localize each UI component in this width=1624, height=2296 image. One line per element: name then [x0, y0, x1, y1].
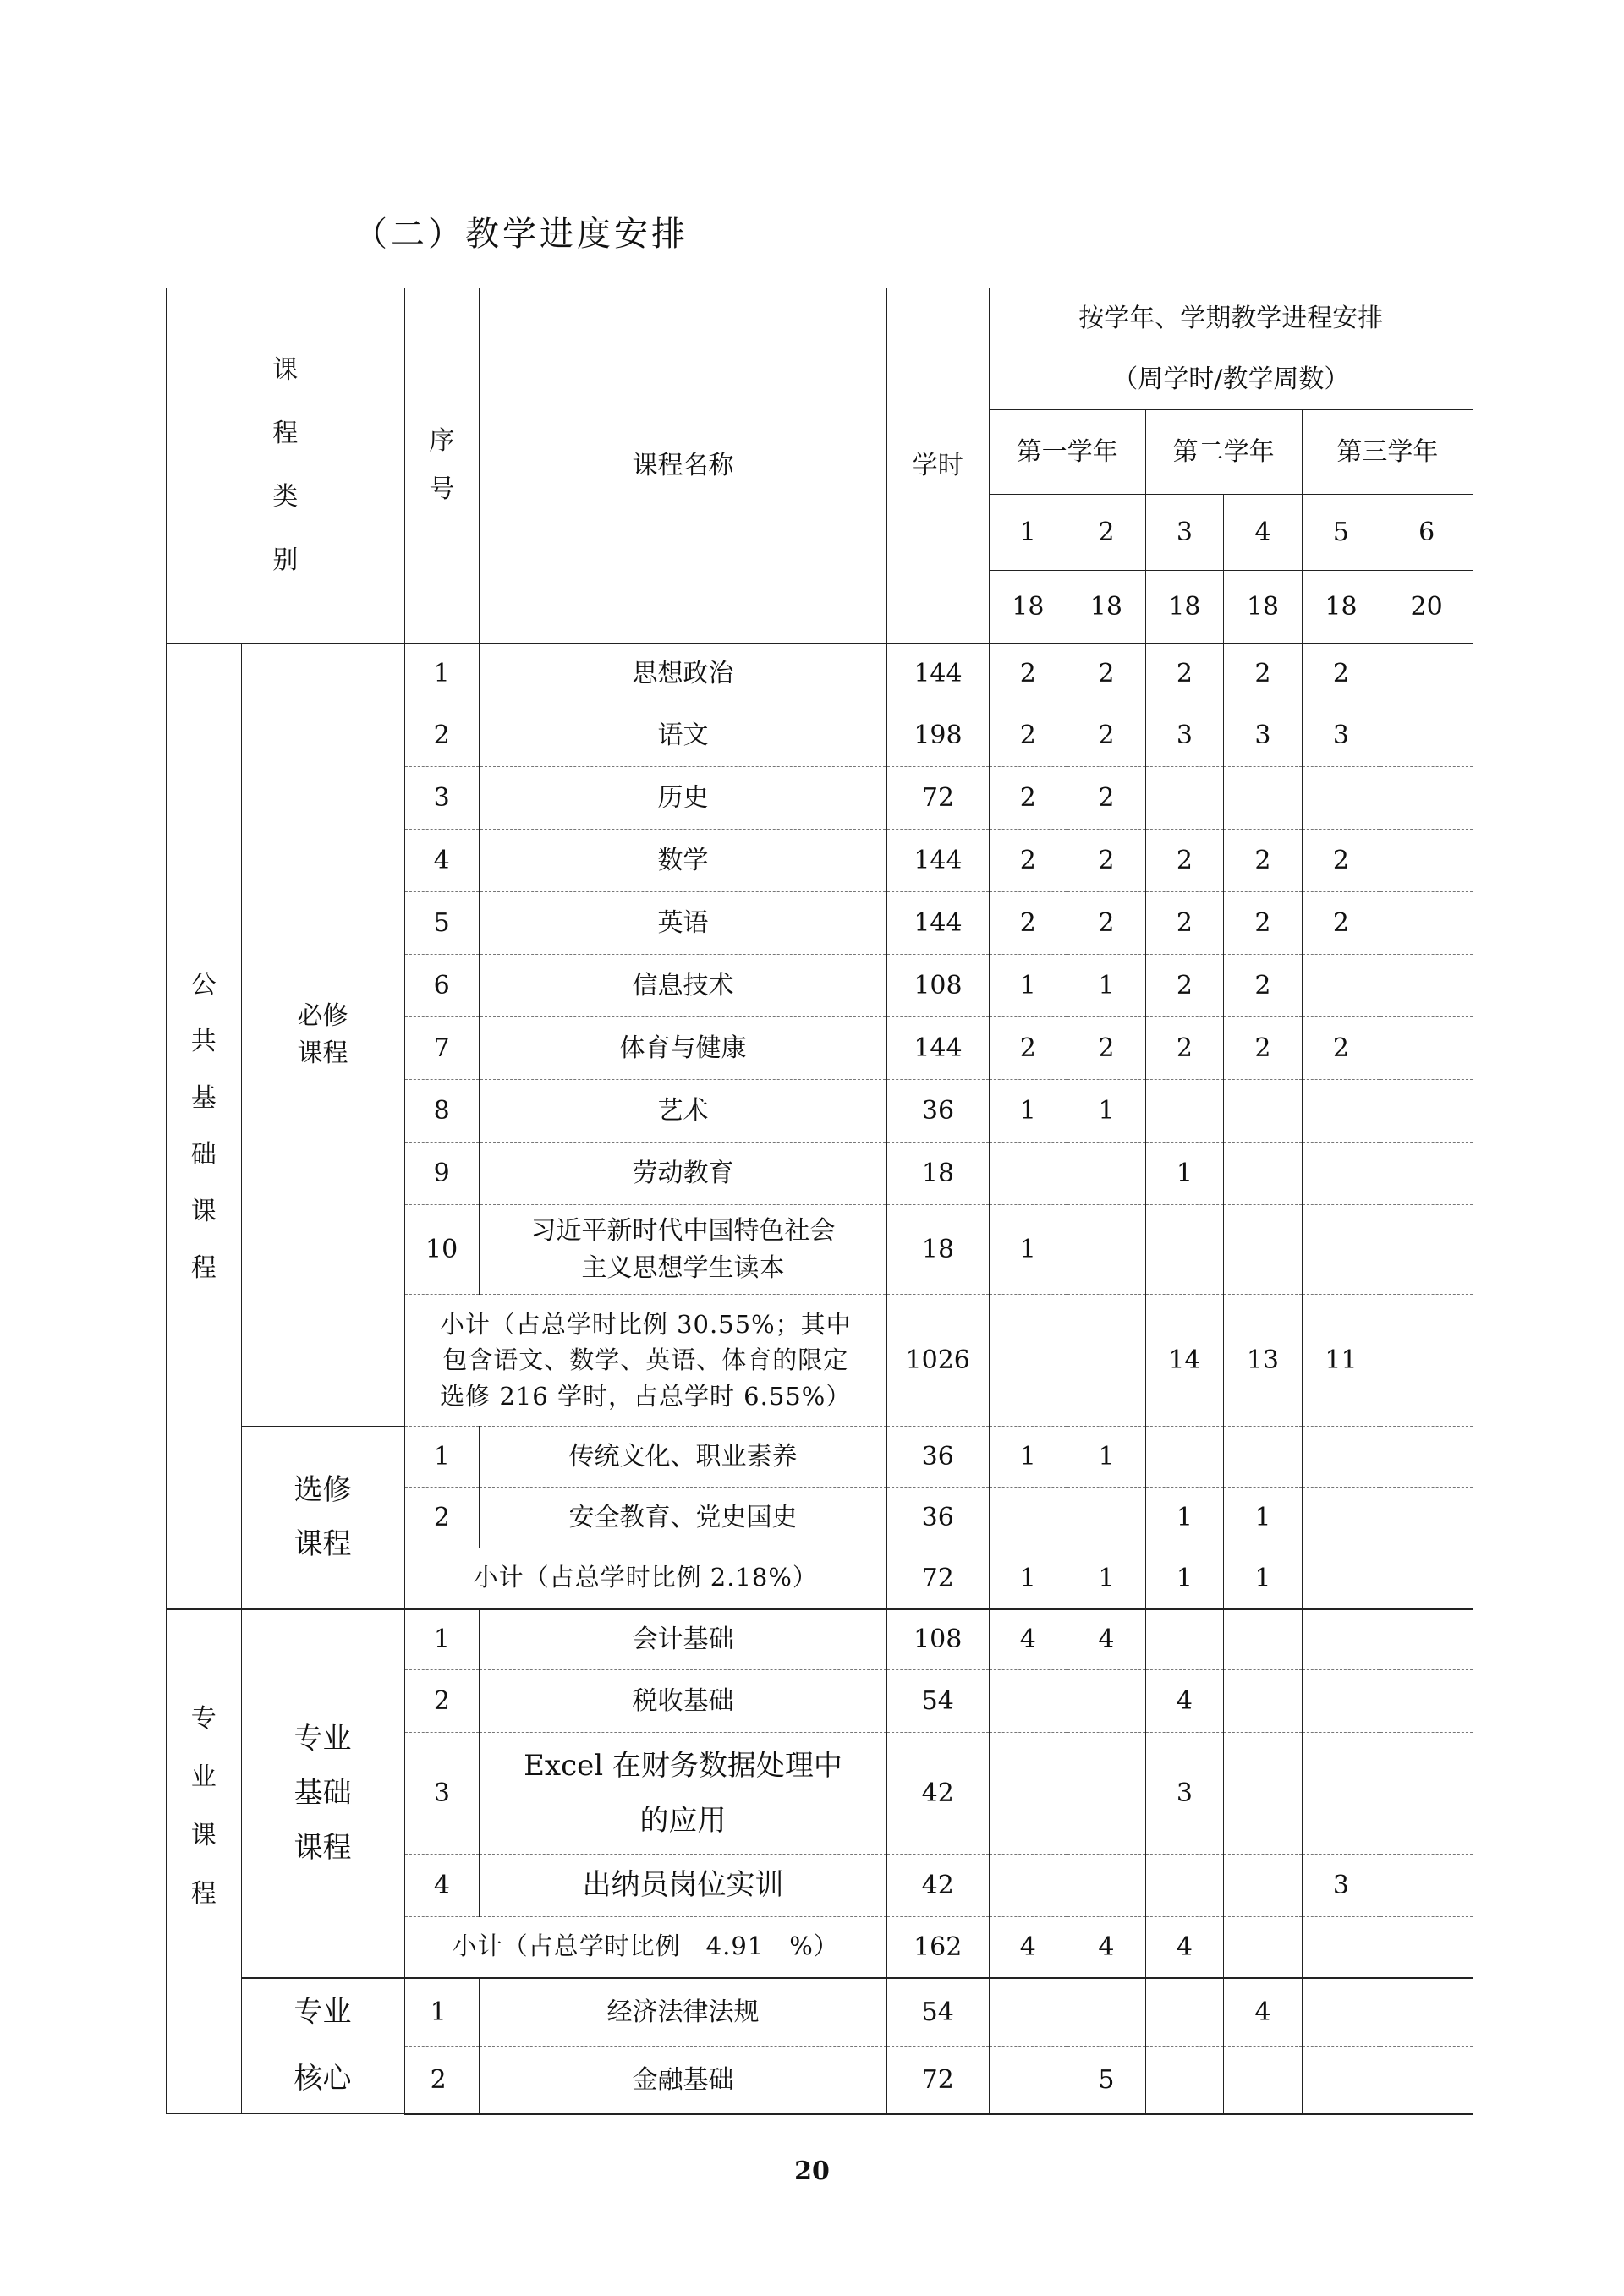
course-no: 3 [404, 1733, 480, 1855]
course-semester-3: 1 [1145, 1143, 1224, 1205]
header-weeks-4: 18 [1224, 571, 1303, 644]
subcategory-required [241, 644, 404, 1427]
subtotal-foundation-semester-2: 4 [1067, 1917, 1146, 1978]
course-semester-6 [1380, 1143, 1473, 1205]
category-public-char: 础 [190, 1139, 217, 1170]
category-professional-char: 专 [190, 1704, 217, 1734]
course-semester-2: 1 [1067, 1427, 1146, 1488]
course-semester-6 [1380, 1205, 1473, 1295]
subcategory-foundation-line: 专业 [294, 1721, 352, 1756]
course-no: 8 [404, 1080, 480, 1143]
course-semester-4 [1224, 1670, 1303, 1733]
header-weeks-6: 20 [1380, 571, 1473, 644]
header-schedule-title: 按学年、学期教学进程安排 [989, 288, 1473, 349]
course-hours: 36 [886, 1427, 989, 1488]
course-semester-6 [1380, 1733, 1473, 1855]
course-name-line: 主义思想学生读本 [581, 1252, 785, 1283]
course-semester-4 [1224, 1609, 1303, 1670]
course-hours: 54 [886, 1670, 989, 1733]
course-semester-1: 4 [989, 1609, 1067, 1670]
course-semester-5 [1302, 767, 1380, 830]
course-semester-4 [1224, 2046, 1303, 2114]
course-semester-2: 5 [1067, 2046, 1146, 2114]
course-semester-2 [1067, 1855, 1146, 1917]
subtotal-foundation-semester-1: 4 [989, 1917, 1067, 1978]
category-public-char: 基 [190, 1082, 217, 1113]
course-semester-2 [1067, 1143, 1146, 1205]
subtotal-required-line: 小计（占总学时比例 30.55%；其中 [439, 1310, 852, 1340]
course-semester-6 [1380, 1017, 1473, 1080]
subtotal-required-semester-1 [989, 1295, 1067, 1427]
category-professional-char: 程 [190, 1879, 217, 1910]
course-no: 4 [404, 1855, 480, 1917]
course-semester-4: 2 [1224, 892, 1303, 955]
course-no: 6 [404, 955, 480, 1017]
header-weeks-3: 18 [1145, 571, 1224, 644]
course-semester-5 [1302, 2046, 1380, 2114]
course-semester-1 [989, 2046, 1067, 2114]
subcategory-foundation-line: 课程 [294, 1830, 352, 1865]
header-category [167, 288, 405, 644]
course-name: 历史 [480, 767, 887, 830]
course-semester-3 [1145, 1080, 1224, 1143]
header-seq-char: 号 [429, 474, 455, 505]
subtotal-elective-semester-3: 1 [1145, 1548, 1224, 1609]
course-no: 1 [404, 1609, 480, 1670]
course-no: 4 [404, 830, 480, 892]
course-no: 1 [404, 1427, 480, 1488]
header-hours: 学时 [886, 288, 989, 644]
course-semester-4: 3 [1224, 704, 1303, 767]
course-semester-1: 2 [989, 830, 1067, 892]
subcategory-required-line: 必修 [297, 1001, 348, 1032]
subtotal-required-semester-6 [1380, 1295, 1473, 1427]
subtotal-required-line: 包含语文、数学、英语、体育的限定 [442, 1345, 849, 1375]
course-no: 2 [404, 1670, 480, 1733]
table-row [167, 1609, 1473, 1670]
category-public-char: 共 [190, 1026, 217, 1056]
course-hours: 72 [886, 767, 989, 830]
course-semester-6 [1380, 1855, 1473, 1917]
course-semester-2 [1067, 1205, 1146, 1295]
course-hours: 108 [886, 1609, 989, 1670]
table-row [167, 1978, 1473, 2047]
course-semester-1 [989, 1855, 1067, 1917]
schedule-table [166, 288, 1473, 2115]
subcategory-elective [241, 1427, 404, 1609]
course-name: 英语 [480, 892, 887, 955]
course-semester-2 [1067, 1978, 1146, 2047]
subtotal-required-hours: 1026 [886, 1295, 989, 1427]
course-no: 1 [404, 644, 480, 704]
subtotal-required-semester-4: 13 [1224, 1295, 1303, 1427]
course-semester-4 [1224, 1080, 1303, 1143]
course-hours: 144 [886, 644, 989, 704]
category-public [167, 644, 242, 1609]
course-hours: 144 [886, 830, 989, 892]
course-semester-2: 1 [1067, 955, 1146, 1017]
course-name: 会计基础 [480, 1609, 887, 1670]
course-semester-6 [1380, 955, 1473, 1017]
header-weeks-1: 18 [989, 571, 1067, 644]
course-semester-1: 2 [989, 644, 1067, 704]
course-semester-5 [1302, 1670, 1380, 1733]
header-course-name: 课程名称 [480, 288, 887, 644]
course-name: 出纳员岗位实训 [480, 1855, 887, 1917]
course-name: 金融基础 [480, 2046, 887, 2114]
subtotal-foundation-semester-6 [1380, 1917, 1473, 1978]
subcategory-required-line: 课程 [297, 1038, 348, 1068]
course-semester-1: 1 [989, 1080, 1067, 1143]
subtotal-required-semester-2 [1067, 1295, 1146, 1427]
course-semester-3: 1 [1145, 1488, 1224, 1548]
course-name-line: Excel 在财务数据处理中 [524, 1748, 842, 1783]
course-semester-3 [1145, 2046, 1224, 2114]
course-semester-6 [1380, 1978, 1473, 2047]
category-public-char: 公 [190, 969, 217, 1000]
course-semester-1 [989, 1488, 1067, 1548]
subcategory-foundation-line: 基础 [294, 1776, 352, 1811]
course-semester-1: 2 [989, 892, 1067, 955]
course-semester-1: 1 [989, 1427, 1067, 1488]
table-row [167, 1427, 1473, 1488]
course-semester-3 [1145, 1427, 1224, 1488]
course-semester-5 [1302, 1143, 1380, 1205]
category-public-char: 课 [190, 1196, 217, 1226]
header-schedule-subtitle: （周学时/教学周数） [989, 349, 1473, 410]
course-semester-3 [1145, 767, 1224, 830]
subcategory-elective-line: 课程 [294, 1527, 352, 1562]
course-semester-3: 2 [1145, 644, 1224, 704]
course-name: 劳动教育 [480, 1143, 887, 1205]
course-semester-2 [1067, 1670, 1146, 1733]
header-semester-5: 5 [1302, 495, 1380, 571]
course-semester-1: 2 [989, 704, 1067, 767]
course-no: 2 [404, 2046, 480, 2114]
category-professional-char: 课 [190, 1821, 217, 1851]
course-name [480, 1205, 887, 1295]
course-semester-1 [989, 1143, 1067, 1205]
course-name: 体育与健康 [480, 1017, 887, 1080]
table-row [167, 644, 1473, 704]
course-hours: 144 [886, 892, 989, 955]
course-semester-2: 2 [1067, 830, 1146, 892]
subtotal-elective-semester-5 [1302, 1548, 1380, 1609]
course-semester-3: 3 [1145, 704, 1224, 767]
course-semester-6 [1380, 644, 1473, 704]
course-name: 安全教育、党史国史 [480, 1488, 887, 1548]
course-semester-1 [989, 1978, 1067, 2047]
header-category-char: 程 [272, 419, 299, 449]
course-name: 传统文化、职业素养 [480, 1427, 887, 1488]
course-semester-6 [1380, 1427, 1473, 1488]
course-no: 2 [404, 704, 480, 767]
course-no: 3 [404, 767, 480, 830]
course-semester-4 [1224, 1855, 1303, 1917]
subtotal-elective-label: 小计（占总学时比例 2.18%） [404, 1548, 886, 1609]
course-semester-4 [1224, 1205, 1303, 1295]
subtotal-elective-semester-4: 1 [1224, 1548, 1303, 1609]
course-semester-2: 2 [1067, 767, 1146, 830]
course-semester-5 [1302, 1488, 1380, 1548]
course-hours: 144 [886, 1017, 989, 1080]
category-professional-char: 业 [190, 1762, 217, 1793]
course-semester-5: 3 [1302, 704, 1380, 767]
subtotal-foundation-semester-5 [1302, 1917, 1380, 1978]
course-no: 9 [404, 1143, 480, 1205]
course-no: 7 [404, 1017, 480, 1080]
course-hours: 198 [886, 704, 989, 767]
course-hours: 36 [886, 1080, 989, 1143]
course-semester-5 [1302, 1080, 1380, 1143]
course-semester-3: 3 [1145, 1733, 1224, 1855]
course-semester-2: 2 [1067, 704, 1146, 767]
course-semester-3 [1145, 1609, 1224, 1670]
subcategory-core-line: 专业 [294, 1994, 352, 2029]
subtotal-foundation-semester-4 [1224, 1917, 1303, 1978]
course-semester-3 [1145, 1978, 1224, 2047]
header-seq-char: 序 [429, 426, 455, 457]
course-semester-4 [1224, 1143, 1303, 1205]
course-no: 2 [404, 1488, 480, 1548]
course-semester-6 [1380, 2046, 1473, 2114]
header-category-char: 类 [272, 482, 299, 512]
course-semester-6 [1380, 830, 1473, 892]
course-semester-2 [1067, 1733, 1146, 1855]
course-name: 信息技术 [480, 955, 887, 1017]
course-semester-2: 2 [1067, 892, 1146, 955]
header-weeks-5: 18 [1302, 571, 1380, 644]
course-semester-2 [1067, 1488, 1146, 1548]
course-semester-3: 4 [1145, 1670, 1224, 1733]
subcategory-elective-line: 选修 [294, 1472, 352, 1507]
course-semester-4: 2 [1224, 830, 1303, 892]
subtotal-foundation-semester-3: 4 [1145, 1917, 1224, 1978]
course-semester-4 [1224, 767, 1303, 830]
course-hours: 108 [886, 955, 989, 1017]
course-no: 1 [404, 1978, 480, 2047]
header-semester-3: 3 [1145, 495, 1224, 571]
course-hours: 18 [886, 1143, 989, 1205]
course-semester-3: 2 [1145, 830, 1224, 892]
course-semester-6 [1380, 1080, 1473, 1143]
course-hours: 42 [886, 1855, 989, 1917]
course-hours: 54 [886, 1978, 989, 2047]
subtotal-required-label [404, 1295, 886, 1427]
course-semester-1 [989, 1670, 1067, 1733]
course-name: 语文 [480, 704, 887, 767]
course-semester-1: 1 [989, 1205, 1067, 1295]
course-semester-4 [1224, 1427, 1303, 1488]
course-semester-1 [989, 1733, 1067, 1855]
section-title: （二）教学进度安排 [354, 215, 689, 254]
course-name: 艺术 [480, 1080, 887, 1143]
subcategory-foundation [241, 1609, 404, 1978]
course-semester-5 [1302, 955, 1380, 1017]
course-semester-4 [1224, 1733, 1303, 1855]
course-name [480, 1733, 887, 1855]
subtotal-required-line: 选修 216 学时，占总学时 6.55%） [440, 1381, 852, 1411]
header-year-2: 第二学年 [1145, 410, 1302, 495]
course-semester-4: 2 [1224, 955, 1303, 1017]
course-semester-1: 2 [989, 767, 1067, 830]
course-semester-4: 2 [1224, 644, 1303, 704]
subtotal-foundation-hours: 162 [886, 1917, 989, 1978]
course-hours: 18 [886, 1205, 989, 1295]
course-semester-3 [1145, 1855, 1224, 1917]
course-semester-4: 1 [1224, 1488, 1303, 1548]
subtotal-elective-hours: 72 [886, 1548, 989, 1609]
course-semester-5: 3 [1302, 1855, 1380, 1917]
course-semester-5: 2 [1302, 892, 1380, 955]
course-semester-1: 1 [989, 955, 1067, 1017]
course-semester-5: 2 [1302, 830, 1380, 892]
course-semester-1: 2 [989, 1017, 1067, 1080]
course-semester-6 [1380, 1609, 1473, 1670]
course-semester-6 [1380, 1670, 1473, 1733]
course-name-line: 的应用 [639, 1803, 727, 1838]
course-semester-5: 2 [1302, 1017, 1380, 1080]
course-hours: 42 [886, 1733, 989, 1855]
page-number: 20 [794, 2156, 830, 2186]
course-semester-3 [1145, 1205, 1224, 1295]
header-category-char: 别 [272, 545, 299, 576]
course-semester-5 [1302, 1978, 1380, 2047]
course-semester-2: 1 [1067, 1080, 1146, 1143]
header-semester-1: 1 [989, 495, 1067, 571]
course-semester-6 [1380, 1488, 1473, 1548]
course-name: 数学 [480, 830, 887, 892]
course-semester-2: 2 [1067, 1017, 1146, 1080]
course-semester-5 [1302, 1609, 1380, 1670]
subtotal-elective-semester-2: 1 [1067, 1548, 1146, 1609]
course-semester-5 [1302, 1733, 1380, 1855]
course-name-line: 习近平新时代中国特色社会 [530, 1216, 836, 1246]
course-no: 5 [404, 892, 480, 955]
subcategory-core [241, 1978, 404, 2114]
course-semester-2: 4 [1067, 1609, 1146, 1670]
subtotal-elective-semester-1: 1 [989, 1548, 1067, 1609]
course-semester-6 [1380, 892, 1473, 955]
header-semester-6: 6 [1380, 495, 1473, 571]
header-category-char: 课 [272, 355, 299, 386]
course-semester-5 [1302, 1205, 1380, 1295]
header-weeks-2: 18 [1067, 571, 1146, 644]
subcategory-core-line: 核心 [294, 2062, 352, 2096]
header-semester-2: 2 [1067, 495, 1146, 571]
course-semester-3: 2 [1145, 955, 1224, 1017]
header-year-1: 第一学年 [989, 410, 1145, 495]
header-seq [404, 288, 480, 644]
course-semester-3: 2 [1145, 1017, 1224, 1080]
course-semester-6 [1380, 704, 1473, 767]
course-semester-5 [1302, 1427, 1380, 1488]
category-professional [167, 1609, 242, 2114]
subtotal-elective-semester-6 [1380, 1548, 1473, 1609]
course-hours: 72 [886, 2046, 989, 2114]
course-semester-2: 2 [1067, 644, 1146, 704]
course-name: 思想政治 [480, 644, 887, 704]
subtotal-required-semester-5: 11 [1302, 1295, 1380, 1427]
header-year-3: 第三学年 [1302, 410, 1473, 495]
course-semester-4: 2 [1224, 1017, 1303, 1080]
course-semester-6 [1380, 767, 1473, 830]
subtotal-required-semester-3: 14 [1145, 1295, 1224, 1427]
category-public-char: 程 [190, 1252, 217, 1283]
course-name: 经济法律法规 [480, 1978, 887, 2047]
subtotal-foundation-label: 小计（占总学时比例 4.91 %） [404, 1917, 886, 1978]
course-name: 税收基础 [480, 1670, 887, 1733]
course-no: 10 [404, 1205, 480, 1295]
course-semester-5: 2 [1302, 644, 1380, 704]
course-hours: 36 [886, 1488, 989, 1548]
course-semester-3: 2 [1145, 892, 1224, 955]
course-semester-4: 4 [1224, 1978, 1303, 2047]
header-semester-4: 4 [1224, 495, 1303, 571]
